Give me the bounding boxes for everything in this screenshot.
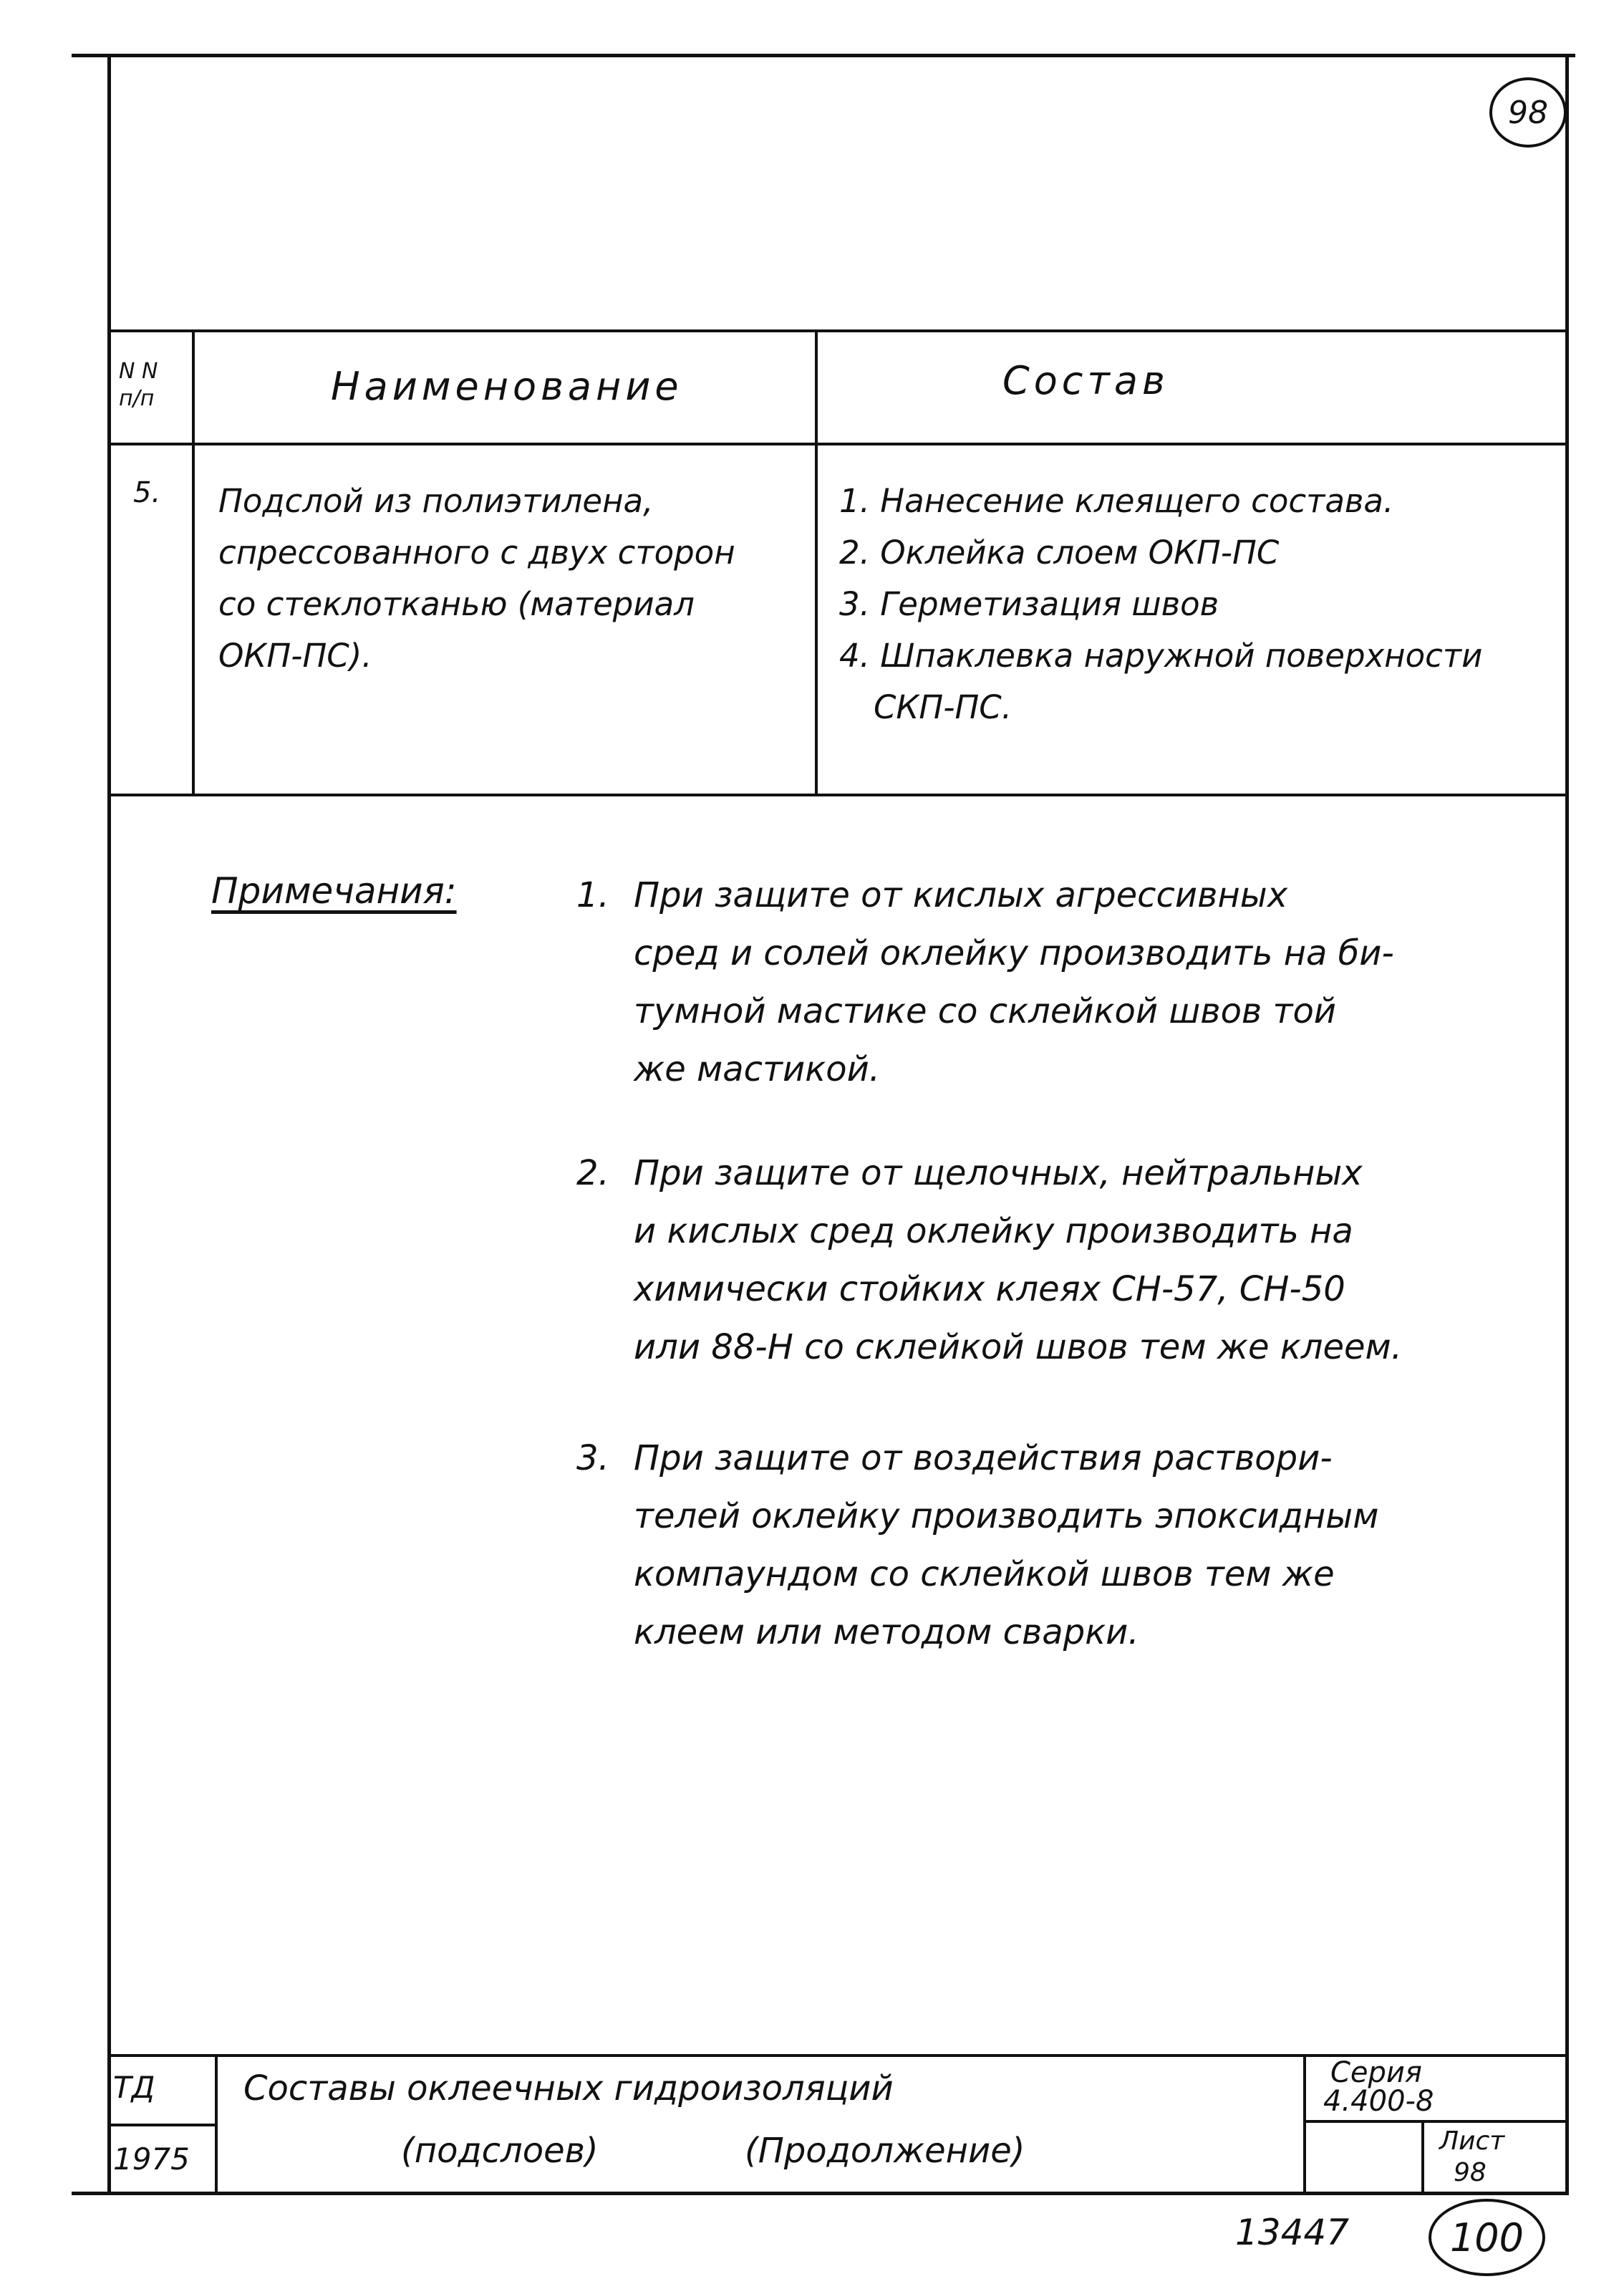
series-value: 4.400-8 (1323, 2085, 1434, 2118)
note-line: компаундом со склейкой швов тем же (634, 1554, 1335, 1594)
table-col-divider-1 (192, 329, 195, 795)
note-text (634, 1145, 1402, 1377)
frame-bottom (72, 2192, 1568, 2195)
column-header-name: Наименование (331, 364, 683, 409)
frame-right (1565, 54, 1569, 2195)
name-line: Подслой из полиэтилена, (218, 482, 654, 520)
document-year: 1975 (113, 2141, 190, 2177)
title-block-mid-left (107, 2124, 216, 2126)
title-block-sheet-divider (1421, 2120, 1424, 2193)
stamp-number: 100 (1449, 2215, 1524, 2260)
name-line: ОКП-ПС). (218, 637, 372, 675)
notes-label: Примечания: (211, 870, 457, 912)
column-header-number (119, 358, 190, 413)
frame-left (107, 54, 111, 2195)
frame-top (72, 54, 1575, 57)
table-bottom-border (107, 794, 1568, 796)
note-number: 1. (576, 875, 609, 915)
title-block-divider-right (1303, 2054, 1306, 2194)
composition-line: 4. Шпаклевка наружной поверхности (839, 637, 1483, 675)
title-block-divider-left (215, 2054, 218, 2194)
table-col-divider-2 (815, 329, 818, 795)
table-top-border (107, 329, 1568, 332)
note-line: и кислых сред оклейку производить на (634, 1211, 1353, 1251)
table-header-border (107, 443, 1568, 445)
document-title-line2a: (подслоев) (401, 2131, 599, 2171)
document-title-line2b: (Продолжение) (745, 2131, 1025, 2171)
table-row-number: 5. (133, 476, 161, 509)
organization-code: ТД (113, 2070, 155, 2105)
note-line: же мастикой. (634, 1049, 881, 1089)
stamp-number-badge (1429, 2199, 1545, 2276)
sheet-value: 98 (1454, 2158, 1487, 2187)
composition-line: 3. Герметизация швов (839, 585, 1219, 623)
page-number: 98 (1508, 94, 1548, 131)
name-line: спрессованного с двух сторон (218, 534, 735, 572)
column-header-composition: Состав (1002, 358, 1169, 403)
column-header-number-line2: п/п (119, 386, 155, 411)
note-line: химически стойких клеях СН-57, СН-50 (634, 1269, 1345, 1309)
note-line: При защите от воздействия раствори- (634, 1438, 1333, 1478)
note-line: телей оклейку производить эпоксидным (634, 1496, 1379, 1536)
table-row-composition (839, 476, 1482, 733)
title-block-mid-right (1303, 2120, 1568, 2123)
composition-line: СКП-ПС. (874, 688, 1012, 726)
table-row-name (218, 476, 735, 682)
column-header-number-line1: N N (119, 359, 158, 384)
composition-line: 1. Нанесение клеящего состава. (839, 482, 1394, 520)
archive-number: 13447 (1235, 2212, 1350, 2253)
page-number-badge (1489, 77, 1567, 148)
series-label: Серия (1330, 2056, 1422, 2089)
note-number: 3. (576, 1438, 609, 1478)
note-line: При защите от щелочных, нейтральных (634, 1153, 1363, 1193)
note-line: или 88-Н со склейкой швов тем же клеем. (634, 1327, 1403, 1367)
composition-line: 2. Оклейка слоем ОКП-ПС (839, 534, 1280, 572)
note-text (634, 867, 1394, 1099)
note-text (634, 1430, 1378, 1662)
note-line: тумной мастике со склейкой швов той (634, 991, 1336, 1031)
note-number: 2. (576, 1153, 609, 1193)
note-line: При защите от кислых агрессивных (634, 875, 1288, 915)
note-line: клеем или методом сварки. (634, 1612, 1139, 1652)
note-line: сред и солей оклейку производить на би- (634, 933, 1394, 973)
sheet-label: Лист (1439, 2126, 1505, 2156)
document-title-line1: Составы оклеечных гидроизоляций (243, 2068, 894, 2109)
name-line: со стеклотканью (материал (218, 585, 695, 623)
